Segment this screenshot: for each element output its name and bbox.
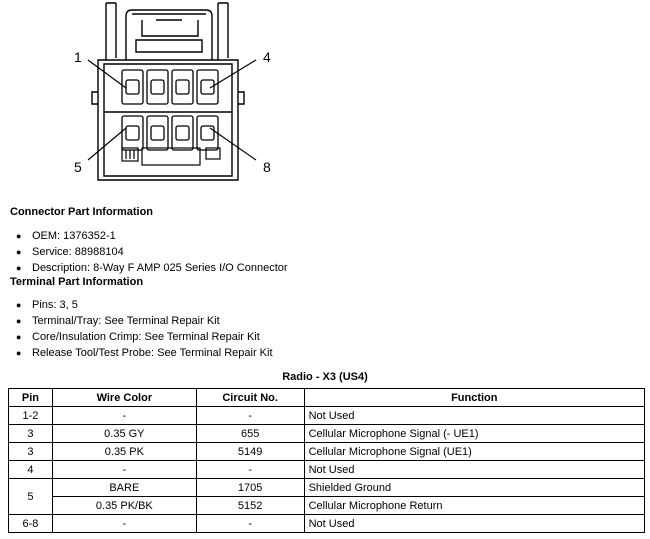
cell-function: Cellular Microphone Signal (- UE1)	[304, 425, 644, 443]
cell-circuit-no: -	[196, 515, 304, 533]
terminal-cavity	[197, 70, 218, 104]
cell-wire-color: 0.35 PK/BK	[52, 497, 196, 515]
cell-wire-color: -	[52, 515, 196, 533]
connector-info-list	[16, 228, 288, 276]
pin-label-1: 1	[74, 49, 82, 65]
pin-label-4: 4	[263, 49, 271, 65]
cell-circuit-no: 5149	[196, 443, 304, 461]
cell-wire-color: BARE	[52, 479, 196, 497]
table-row	[9, 407, 645, 425]
header-function: Function	[304, 389, 644, 407]
cell-function: Cellular Microphone Return	[304, 497, 644, 515]
terminal-cavity	[172, 116, 193, 150]
table-row	[9, 443, 645, 461]
list-item: ● Core/Insulation Crimp: See Terminal Repair Kit	[16, 329, 273, 345]
cell-pin: 1-2	[9, 407, 53, 425]
list-item: ● Pins: 3, 5	[16, 297, 273, 313]
cell-wire-color: -	[52, 407, 196, 425]
cell-pin: 3	[9, 425, 53, 443]
pin-label-5: 5	[74, 159, 82, 175]
cell-pin: 3	[9, 443, 53, 461]
table-row	[9, 497, 645, 515]
table-header-row	[9, 389, 645, 407]
list-item: ● Description: 8-Way F AMP 025 Series I/O Connector	[16, 260, 288, 276]
cell-circuit-no: 655	[196, 425, 304, 443]
pin-label-8: 8	[263, 159, 271, 175]
terminal-cavity	[197, 116, 218, 150]
terminal-cavity-inner	[176, 80, 189, 94]
terminal-info-list	[16, 297, 273, 361]
cell-function: Cellular Microphone Signal (UE1)	[304, 443, 644, 461]
cell-function: Shielded Ground	[304, 479, 644, 497]
connector-diagram	[60, 0, 290, 185]
cell-pin: 6-8	[9, 515, 53, 533]
terminal-cavity	[147, 70, 168, 104]
cell-wire-color: 0.35 PK	[52, 443, 196, 461]
table-row	[9, 479, 645, 497]
terminal-cavity-inner	[151, 80, 164, 94]
cell-circuit-no: -	[196, 461, 304, 479]
header-circuit-no: Circuit No.	[196, 389, 304, 407]
cell-function: Not Used	[304, 515, 644, 533]
table-row	[9, 515, 645, 533]
terminal-cavity-inner	[201, 126, 214, 140]
terminal-cavity-inner	[151, 126, 164, 140]
header-wire-color: Wire Color	[52, 389, 196, 407]
terminal-cavity-inner	[176, 126, 189, 140]
cell-circuit-no: 1705	[196, 479, 304, 497]
cell-wire-color: -	[52, 461, 196, 479]
cell-function: Not Used	[304, 407, 644, 425]
list-item: ● Terminal/Tray: See Terminal Repair Kit	[16, 313, 273, 329]
list-item: ● OEM: 1376352-1	[16, 228, 288, 244]
terminal-cavity-inner	[126, 126, 139, 140]
pinout-table	[8, 388, 645, 533]
terminal-cavity	[122, 116, 143, 150]
cell-circuit-no: 5152	[196, 497, 304, 515]
terminal-cavity	[147, 116, 168, 150]
cell-circuit-no: -	[196, 407, 304, 425]
cell-pin: 5	[9, 479, 53, 515]
terminal-cavity-inner	[126, 80, 139, 94]
cell-wire-color: 0.35 GY	[52, 425, 196, 443]
list-item: ● Release Tool/Test Probe: See Terminal Repair Kit	[16, 345, 273, 361]
table-row	[9, 461, 645, 479]
list-item: ● Service: 88988104	[16, 244, 288, 260]
table-title: Radio - X3 (US4)	[282, 371, 368, 383]
connector-info-title: Connector Part Information	[10, 206, 154, 218]
terminal-info-title: Terminal Part Information	[10, 276, 144, 288]
cell-pin: 4	[9, 461, 53, 479]
header-pin: Pin	[9, 389, 53, 407]
cell-function: Not Used	[304, 461, 644, 479]
terminal-cavity	[172, 70, 193, 104]
table-row	[9, 425, 645, 443]
